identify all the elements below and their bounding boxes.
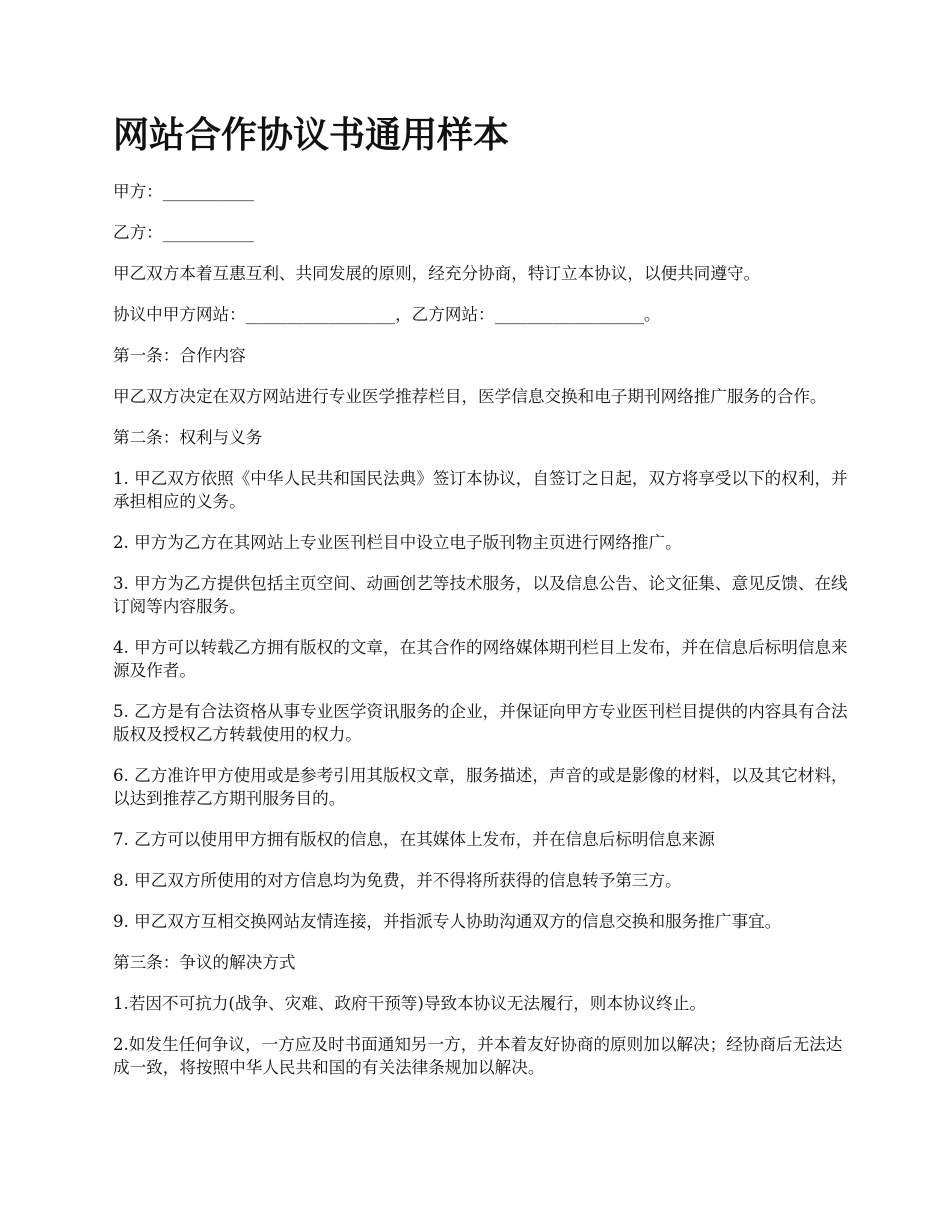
party-a-line: 甲方：___________ bbox=[113, 182, 255, 201]
article-2-clause-1: 1. 甲乙双方依照《中华人民共和国民法典》签订本协议，自签订之日起，双方将享受以下的权利，并承担相应的义务。 bbox=[113, 469, 848, 511]
article-2-clause-2: 2. 甲方为乙方在其网站上专业医刊栏目中设立电子版刊物主页进行网络推广。 bbox=[113, 533, 682, 552]
article-2-clause-9: 9. 甲乙双方互相交换网站友情连接，并指派专人协助沟通双方的信息交换和服务推广事宜。 bbox=[113, 912, 782, 931]
party-b-line: 乙方：___________ bbox=[113, 223, 255, 242]
article-1-heading: 第一条：合作内容 bbox=[113, 346, 246, 365]
article-1-paragraph: 甲乙双方决定在双方网站进行专业医学推荐栏目，医学信息交换和电子期刊网络推广服务的合作。 bbox=[113, 387, 827, 406]
article-3-clause-2: 2.如发生任何争议，一方应及时书面通知另一方，并本着友好协商的原则加以解决；经协商后无法达成一致，将按照中华人民共和国的有关法律条规加以解决。 bbox=[113, 1035, 843, 1077]
websites-line: 协议中甲方网站：__________________，乙方网站：__________________。 bbox=[113, 305, 661, 324]
article-2-clause-5: 5. 乙方是有合法资格从事专业医学资讯服务的企业，并保证向甲方专业医刊栏目提供的内容具有合法版权及授权乙方转载使用的权力。 bbox=[113, 702, 848, 744]
article-2-clause-4: 4. 甲方可以转载乙方拥有版权的文章，在其合作的网络媒体期刊栏目上发布，并在信息后标明信息来源及作者。 bbox=[113, 638, 848, 680]
preamble-paragraph: 甲乙双方本着互惠互利、共同发展的原则，经充分协商，特订立本协议，以便共同遵守。 bbox=[113, 264, 761, 283]
article-3-clause-1: 1.若因不可抗力(战争、灾难、政府干预等)导致本协议无法履行，则本协议终止。 bbox=[113, 994, 706, 1013]
article-2-clause-6: 6. 乙方准许甲方使用或是参考引用其版权文章，服务描述，声音的或是影像的材料，以及其它材料，以达到推荐乙方期刊服务目的。 bbox=[113, 766, 848, 808]
article-2-clause-7: 7. 乙方可以使用甲方拥有版权的信息，在其媒体上发布，并在信息后标明信息来源 bbox=[113, 830, 715, 849]
article-3-heading: 第三条：争议的解决方式 bbox=[113, 953, 296, 972]
article-2-clause-8: 8. 甲乙双方所使用的对方信息均为免费，并不得将所获得的信息转予第三方。 bbox=[113, 871, 682, 890]
document-title: 网站合作协议书通用样本 bbox=[113, 115, 510, 156]
article-2-heading: 第二条：权利与义务 bbox=[113, 428, 263, 447]
article-2-clause-3: 3. 甲方为乙方提供包括主页空间、动画创艺等技术服务，以及信息公告、论文征集、意见反馈、在线订阅等内容服务。 bbox=[113, 574, 848, 616]
document-page bbox=[113, 112, 853, 1097]
